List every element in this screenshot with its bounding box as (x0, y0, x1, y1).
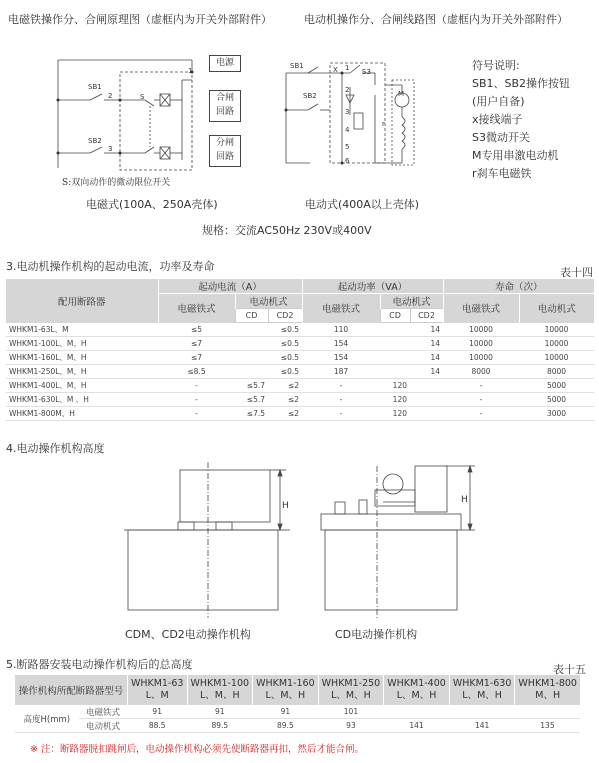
left-sb1-label: SB1 (88, 83, 102, 91)
current-em-cell: - (158, 379, 235, 393)
model-sub: L、M、H (265, 690, 306, 701)
power-cd-cell (380, 323, 410, 337)
left-terminal-2: 2 (108, 92, 113, 100)
col-life-motor: 电动机式 (519, 294, 594, 323)
life-motor-cell: 8000 (519, 365, 594, 379)
life-motor-cell: 10000 (519, 323, 594, 337)
model-name: WHKM1-160 (256, 678, 315, 689)
motor-value: 141 (449, 719, 515, 733)
height-label: 高度H(mm) (15, 705, 79, 733)
em-value (515, 705, 580, 719)
model-sub: L、M (145, 690, 169, 701)
current-em-cell: - (158, 393, 235, 407)
table14-number: 表十四 (560, 266, 593, 279)
life-em-cell: 8000 (443, 365, 519, 379)
em-value: 91 (187, 705, 253, 719)
col-power-em: 电磁铁式 (302, 294, 380, 323)
right-terminal-1: 1 (345, 64, 350, 72)
col-breaker: 配用断路器 (57, 296, 106, 308)
model-col-5 (449, 675, 515, 705)
closing-circuit-box (209, 90, 241, 122)
power-cd-cell: 120 (380, 379, 410, 393)
model-sub: L、M、H (199, 690, 240, 701)
left-diagram-caption: 电磁式(100A、250A壳体) (86, 198, 218, 211)
power-em-cell: 187 (302, 365, 380, 379)
model-name: WHKM1-100 (190, 678, 250, 689)
current-cd2-cell: ≤2 (268, 379, 302, 393)
limit-switch-note: S:双向动作的微动限位开关 (62, 178, 171, 188)
power-cd2-cell: 14 (410, 351, 443, 365)
em-value (449, 705, 515, 719)
model-name: WHKM1-800 (518, 678, 577, 689)
col-life-em: 电磁铁式 (443, 294, 519, 323)
model-col-6 (515, 675, 580, 705)
current-cd-cell (235, 365, 268, 379)
current-em-cell: ≤7 (158, 351, 235, 365)
life-em-cell: 10000 (443, 323, 519, 337)
breaker-model-cell: WHKM1-400L、M、H (6, 379, 158, 393)
motor-value: 93 (318, 719, 384, 733)
motor-row-label: 电动机式 (79, 719, 128, 733)
breaker-model-cell: WHKM1-630L、M 、H (6, 393, 158, 407)
power-em-cell: - (302, 393, 380, 407)
current-em-cell: ≤7 (158, 337, 235, 351)
spec-line: 规格：交流AC50Hz 230V或400V (202, 224, 372, 237)
left-diagram-title: 电磁铁操作分、合闸原理图（虚框内为开关外部附件） (8, 13, 272, 26)
life-em-cell: - (443, 393, 519, 407)
power-cd-cell: 120 (380, 407, 410, 421)
col-current-motor: 电动机式 (235, 294, 302, 309)
closing-label-2: 回路 (215, 107, 234, 117)
power-cd2-cell (410, 407, 443, 421)
current-cd-cell (235, 351, 268, 365)
right-diagram-title: 电动机操作分、合闸线路图（虚框内为开关外部附件） (304, 13, 568, 26)
motor-wiring-diagram (280, 55, 430, 175)
table-row (6, 407, 594, 421)
legend-item: (用户自备) (472, 95, 525, 108)
model-name: WHKM1-250 (321, 678, 381, 689)
closing-label-1: 合闸 (215, 93, 234, 103)
power-cd-cell (380, 365, 410, 379)
breaker-model-cell: WHKM1-800M、H (6, 407, 158, 421)
footnote-text: 注：断路器脱扣跳闸后，电动操作机构必须先使断路器再扣，然后才能合闸。 (41, 744, 365, 755)
section5-heading: 5.断路器安装电动操作机构后的总高度 (6, 658, 193, 671)
breaker-model-cell: WHKM1-100L、M、H (6, 337, 158, 351)
table-row (6, 365, 594, 379)
right-terminal-5: 5 (345, 143, 350, 151)
power-em-cell: - (302, 379, 380, 393)
power-box (209, 55, 241, 72)
current-cd2-cell: ≤0.5 (268, 365, 302, 379)
table-row (6, 337, 594, 351)
power-cd-cell: 120 (380, 393, 410, 407)
model-header-label: 操作机构所配断路器型号 (18, 686, 124, 697)
legend-item: M专用串激电动机 (472, 149, 559, 162)
power-cd2-cell (410, 393, 443, 407)
left-terminal-3: 3 (108, 145, 113, 153)
col-current: 起动电流（A） (158, 279, 302, 294)
col-current-em: 电磁铁式 (158, 294, 235, 323)
right-sb2-label: SB2 (303, 92, 317, 100)
model-name: WHKM1-630 (452, 678, 512, 689)
power-cd2-cell: 14 (410, 323, 443, 337)
footnote (30, 741, 364, 755)
model-col-1 (187, 675, 253, 705)
opening-circuit-box (209, 135, 241, 167)
current-cd-cell: ≤5.7 (235, 393, 268, 407)
right-m-label: M (398, 90, 405, 98)
col-power-cd2: CD2 (410, 309, 443, 323)
model-col-3 (318, 675, 384, 705)
em-value: 101 (318, 705, 384, 719)
col-current-cd: CD (235, 309, 268, 323)
cdm-cd2-caption: CDM、CD2电动操作机构 (125, 628, 251, 641)
breaker-model-cell: WHKM1-250L、M、H (6, 365, 158, 379)
height-dimension-label: H (282, 501, 289, 511)
life-motor-cell: 10000 (519, 351, 594, 365)
power-cd-cell (380, 351, 410, 365)
life-motor-cell: 3000 (519, 407, 594, 421)
power-em-cell: 110 (302, 323, 380, 337)
height-dimension-label: H (461, 495, 468, 505)
legend-item: S3微动开关 (472, 131, 530, 144)
life-em-cell: - (443, 407, 519, 421)
symbol-legend (472, 57, 570, 183)
current-cd-cell (235, 337, 268, 351)
em-value: 91 (127, 705, 187, 719)
motor-value: 135 (515, 719, 580, 733)
opening-label-2: 回路 (215, 152, 234, 162)
motor-value: 89.5 (253, 719, 319, 733)
right-s3-label: S3 (362, 68, 371, 76)
life-em-cell: 10000 (443, 337, 519, 351)
section4-heading: 4.电动操作机构高度 (6, 442, 105, 455)
current-cd2-cell: ≤0.5 (268, 323, 302, 337)
power-em-cell: - (302, 407, 380, 421)
current-cd2-cell: ≤0.5 (268, 337, 302, 351)
model-sub: L、M、H (396, 690, 437, 701)
life-motor-cell: 10000 (519, 337, 594, 351)
table-row (6, 323, 594, 337)
cd-caption: CD电动操作机构 (335, 628, 418, 641)
model-sub: L、M、H (331, 690, 371, 701)
current-cd2-cell: ≤0.5 (268, 351, 302, 365)
startup-table (6, 279, 594, 421)
right-terminal-2: 2 (345, 86, 350, 94)
cd-mechanism-drawing (315, 462, 490, 622)
em-row-label: 电磁铁式 (79, 705, 128, 719)
col-power-cd: CD (380, 309, 410, 323)
legend-item: r刹车电磁铁 (472, 167, 532, 180)
table-row (6, 351, 594, 365)
right-sb1-label: SB1 (290, 62, 304, 70)
section3-heading: 3.电动机操作机构的起动电流，功率及寿命 (6, 260, 215, 273)
motor-value: 89.5 (187, 719, 253, 733)
legend-title: 符号说明: (472, 59, 520, 72)
cdm-cd2-mechanism-drawing (120, 460, 290, 620)
current-cd2-cell: ≤2 (268, 393, 302, 407)
right-terminal-6: 6 (345, 157, 350, 165)
legend-item: x接线端子 (472, 113, 523, 126)
em-value (384, 705, 450, 719)
model-name: WHKM1-63 (130, 678, 184, 689)
table-row (6, 393, 594, 407)
motor-value: 88.5 (127, 719, 187, 733)
right-x-label: X (333, 66, 338, 74)
power-cd2-cell: 14 (410, 365, 443, 379)
current-em-cell: ≤5 (158, 323, 235, 337)
model-sub: M、H (535, 690, 561, 701)
model-name: WHKM1-400 (387, 678, 446, 689)
power-cd2-cell (410, 379, 443, 393)
col-current-cd2: CD2 (268, 309, 302, 323)
power-em-cell: 154 (302, 337, 380, 351)
life-em-cell: 10000 (443, 351, 519, 365)
footnote-mark: ※ (30, 744, 38, 755)
legend-item: SB1、SB2操作按钮 (472, 77, 571, 90)
model-col-4 (384, 675, 450, 705)
power-cd-cell (380, 337, 410, 351)
model-col-0 (127, 675, 187, 705)
model-sub: L、M、H (462, 690, 502, 701)
motor-value: 141 (384, 719, 450, 733)
right-terminal-3: 3 (345, 108, 350, 116)
life-motor-cell: 5000 (519, 393, 594, 407)
power-box-label: 电源 (215, 58, 234, 68)
table15-number: 表十五 (553, 663, 586, 676)
power-cd2-cell: 14 (410, 337, 443, 351)
breaker-model-cell: WHKM1-63L、M (6, 323, 158, 337)
col-life: 寿命（次） (443, 279, 594, 294)
col-power: 起动功率（VA） (302, 279, 443, 294)
life-motor-cell: 5000 (519, 379, 594, 393)
right-diagram-caption: 电动式(400A以上壳体) (305, 198, 420, 211)
opening-label-1: 分闸 (215, 138, 234, 148)
right-terminal-4: 4 (345, 126, 350, 134)
model-col-2 (253, 675, 319, 705)
current-cd-cell (235, 323, 268, 337)
col-power-motor: 电动机式 (380, 294, 443, 309)
table-row (6, 379, 594, 393)
total-height-table (15, 675, 580, 733)
current-cd-cell: ≤7.5 (235, 407, 268, 421)
current-cd-cell: ≤5.7 (235, 379, 268, 393)
life-em-cell: - (443, 379, 519, 393)
power-em-cell: 154 (302, 351, 380, 365)
current-cd2-cell: ≤2 (268, 407, 302, 421)
left-sb2-label: SB2 (88, 137, 102, 145)
current-em-cell: - (158, 407, 235, 421)
left-s-label: S (140, 93, 145, 101)
right-r-label: r (382, 120, 385, 128)
em-value: 91 (253, 705, 319, 719)
current-em-cell: ≤8.5 (158, 365, 235, 379)
left-terminal-1: 1 (188, 67, 193, 75)
breaker-model-cell: WHKM1-160L、M、H (6, 351, 158, 365)
